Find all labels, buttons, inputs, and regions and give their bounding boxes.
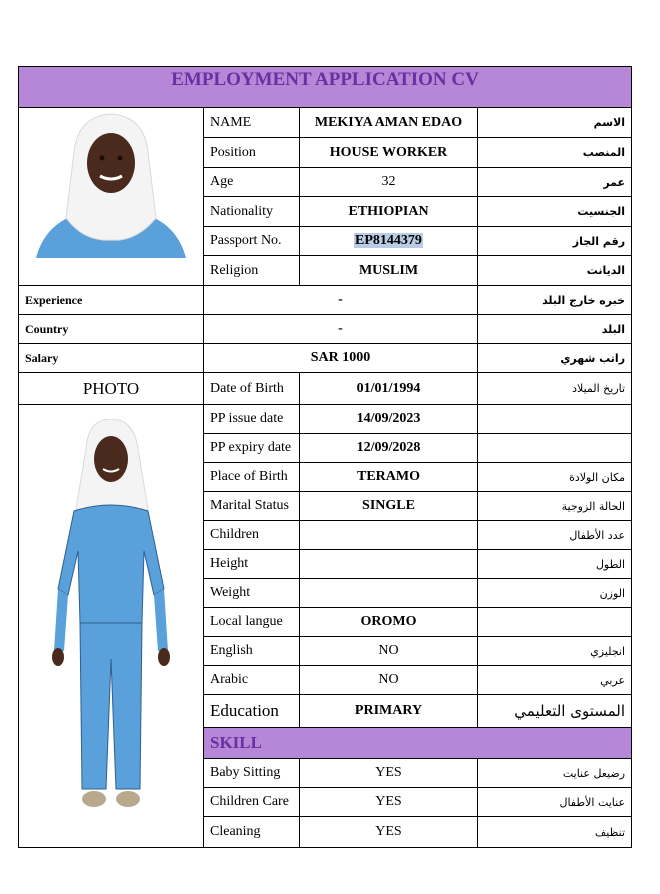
arabic-label: Arabic — [204, 666, 300, 695]
salary-value: SAR 1000 — [204, 344, 478, 373]
portrait-photo-cell — [19, 108, 204, 286]
education-value: PRIMARY — [300, 695, 478, 728]
country-value: - — [204, 315, 478, 344]
place-of-birth-label: Place of Birth — [204, 463, 300, 492]
children-arabic: عدد الأطفال — [478, 521, 632, 550]
place-of-birth-value: TERAMO — [300, 463, 478, 492]
cv-sheet — [18, 66, 631, 848]
full-body-photo — [36, 419, 186, 829]
experience-label: Experience — [19, 286, 204, 315]
name-arabic: الاسم — [478, 108, 632, 138]
dob-arabic: تاريخ الميلاد — [478, 373, 632, 405]
education-label: Education — [204, 695, 300, 728]
passport-label: Passport No. — [204, 227, 300, 256]
children-care-value: YES — [300, 788, 478, 817]
english-value: NO — [300, 637, 478, 666]
baby-sitting-arabic: رضيعل عنايت — [478, 759, 632, 788]
english-label: English — [204, 637, 300, 666]
local-language-label: Local langue — [204, 608, 300, 637]
cleaning-arabic: تنظيف — [478, 817, 632, 848]
name-value: MEKIYA AMAN EDAO — [300, 108, 478, 138]
cleaning-value: YES — [300, 817, 478, 848]
cleaning-label: Cleaning — [204, 817, 300, 848]
pp-expiry-arabic — [478, 434, 632, 463]
religion-arabic: الديانت — [478, 256, 632, 286]
pp-expiry-value: 12/09/2028 — [300, 434, 478, 463]
pp-issue-label: PP issue date — [204, 405, 300, 434]
marital-status-label: Marital Status — [204, 492, 300, 521]
local-language-arabic — [478, 608, 632, 637]
weight-arabic: الوزن — [478, 579, 632, 608]
pp-issue-arabic — [478, 405, 632, 434]
passport-arabic: رقم الجاز — [478, 227, 632, 256]
skill-header: SKILL — [204, 728, 632, 759]
arabic-value: NO — [300, 666, 478, 695]
english-arabic: انجليزي — [478, 637, 632, 666]
experience-arabic: خبره خارج البلد — [478, 286, 632, 315]
passport-value-cell — [300, 227, 478, 256]
portrait-photo — [26, 108, 196, 258]
baby-sitting-label: Baby Sitting — [204, 759, 300, 788]
age-label: Age — [204, 168, 300, 197]
marital-status-arabic: الحالة الزوجية — [478, 492, 632, 521]
full-body-photo-cell — [19, 405, 204, 848]
dob-label: Date of Birth — [204, 373, 300, 405]
local-language-value: OROMO — [300, 608, 478, 637]
dob-value: 01/01/1994 — [300, 373, 478, 405]
salary-arabic: راتب شهري — [478, 344, 632, 373]
nationality-label: Nationality — [204, 197, 300, 227]
age-arabic: عمر — [478, 168, 632, 197]
children-care-label: Children Care — [204, 788, 300, 817]
photo-label: PHOTO — [19, 373, 204, 405]
children-value — [300, 521, 478, 550]
country-arabic: البلد — [478, 315, 632, 344]
pp-expiry-label: PP expiry date — [204, 434, 300, 463]
age-value: 32 — [300, 168, 478, 197]
religion-label: Religion — [204, 256, 300, 286]
marital-status-value: SINGLE — [300, 492, 478, 521]
baby-sitting-value: YES — [300, 759, 478, 788]
children-care-arabic: عنايت الأطفال — [478, 788, 632, 817]
position-value: HOUSE WORKER — [300, 138, 478, 168]
children-label: Children — [204, 521, 300, 550]
height-arabic: الطول — [478, 550, 632, 579]
name-label: NAME — [204, 108, 300, 138]
position-label: Position — [204, 138, 300, 168]
title-bar — [19, 67, 632, 108]
nationality-arabic: الجنسيت — [478, 197, 632, 227]
cv-table — [18, 66, 632, 848]
weight-value — [300, 579, 478, 608]
weight-label: Weight — [204, 579, 300, 608]
height-label: Height — [204, 550, 300, 579]
place-of-birth-arabic: مكان الولادة — [478, 463, 632, 492]
position-arabic: المنصب — [478, 138, 632, 168]
salary-label: Salary — [19, 344, 204, 373]
religion-value: MUSLIM — [300, 256, 478, 286]
height-value — [300, 550, 478, 579]
experience-value: - — [204, 286, 478, 315]
country-label: Country — [19, 315, 204, 344]
nationality-value: ETHIOPIAN — [300, 197, 478, 227]
passport-value: EP8144379 — [355, 233, 422, 248]
pp-issue-value: 14/09/2023 — [300, 405, 478, 434]
document-title: EMPLOYMENT APPLICATION CV — [171, 69, 479, 90]
arabic-arabic: عربي — [478, 666, 632, 695]
education-arabic: المستوى التعليمي — [478, 695, 632, 728]
